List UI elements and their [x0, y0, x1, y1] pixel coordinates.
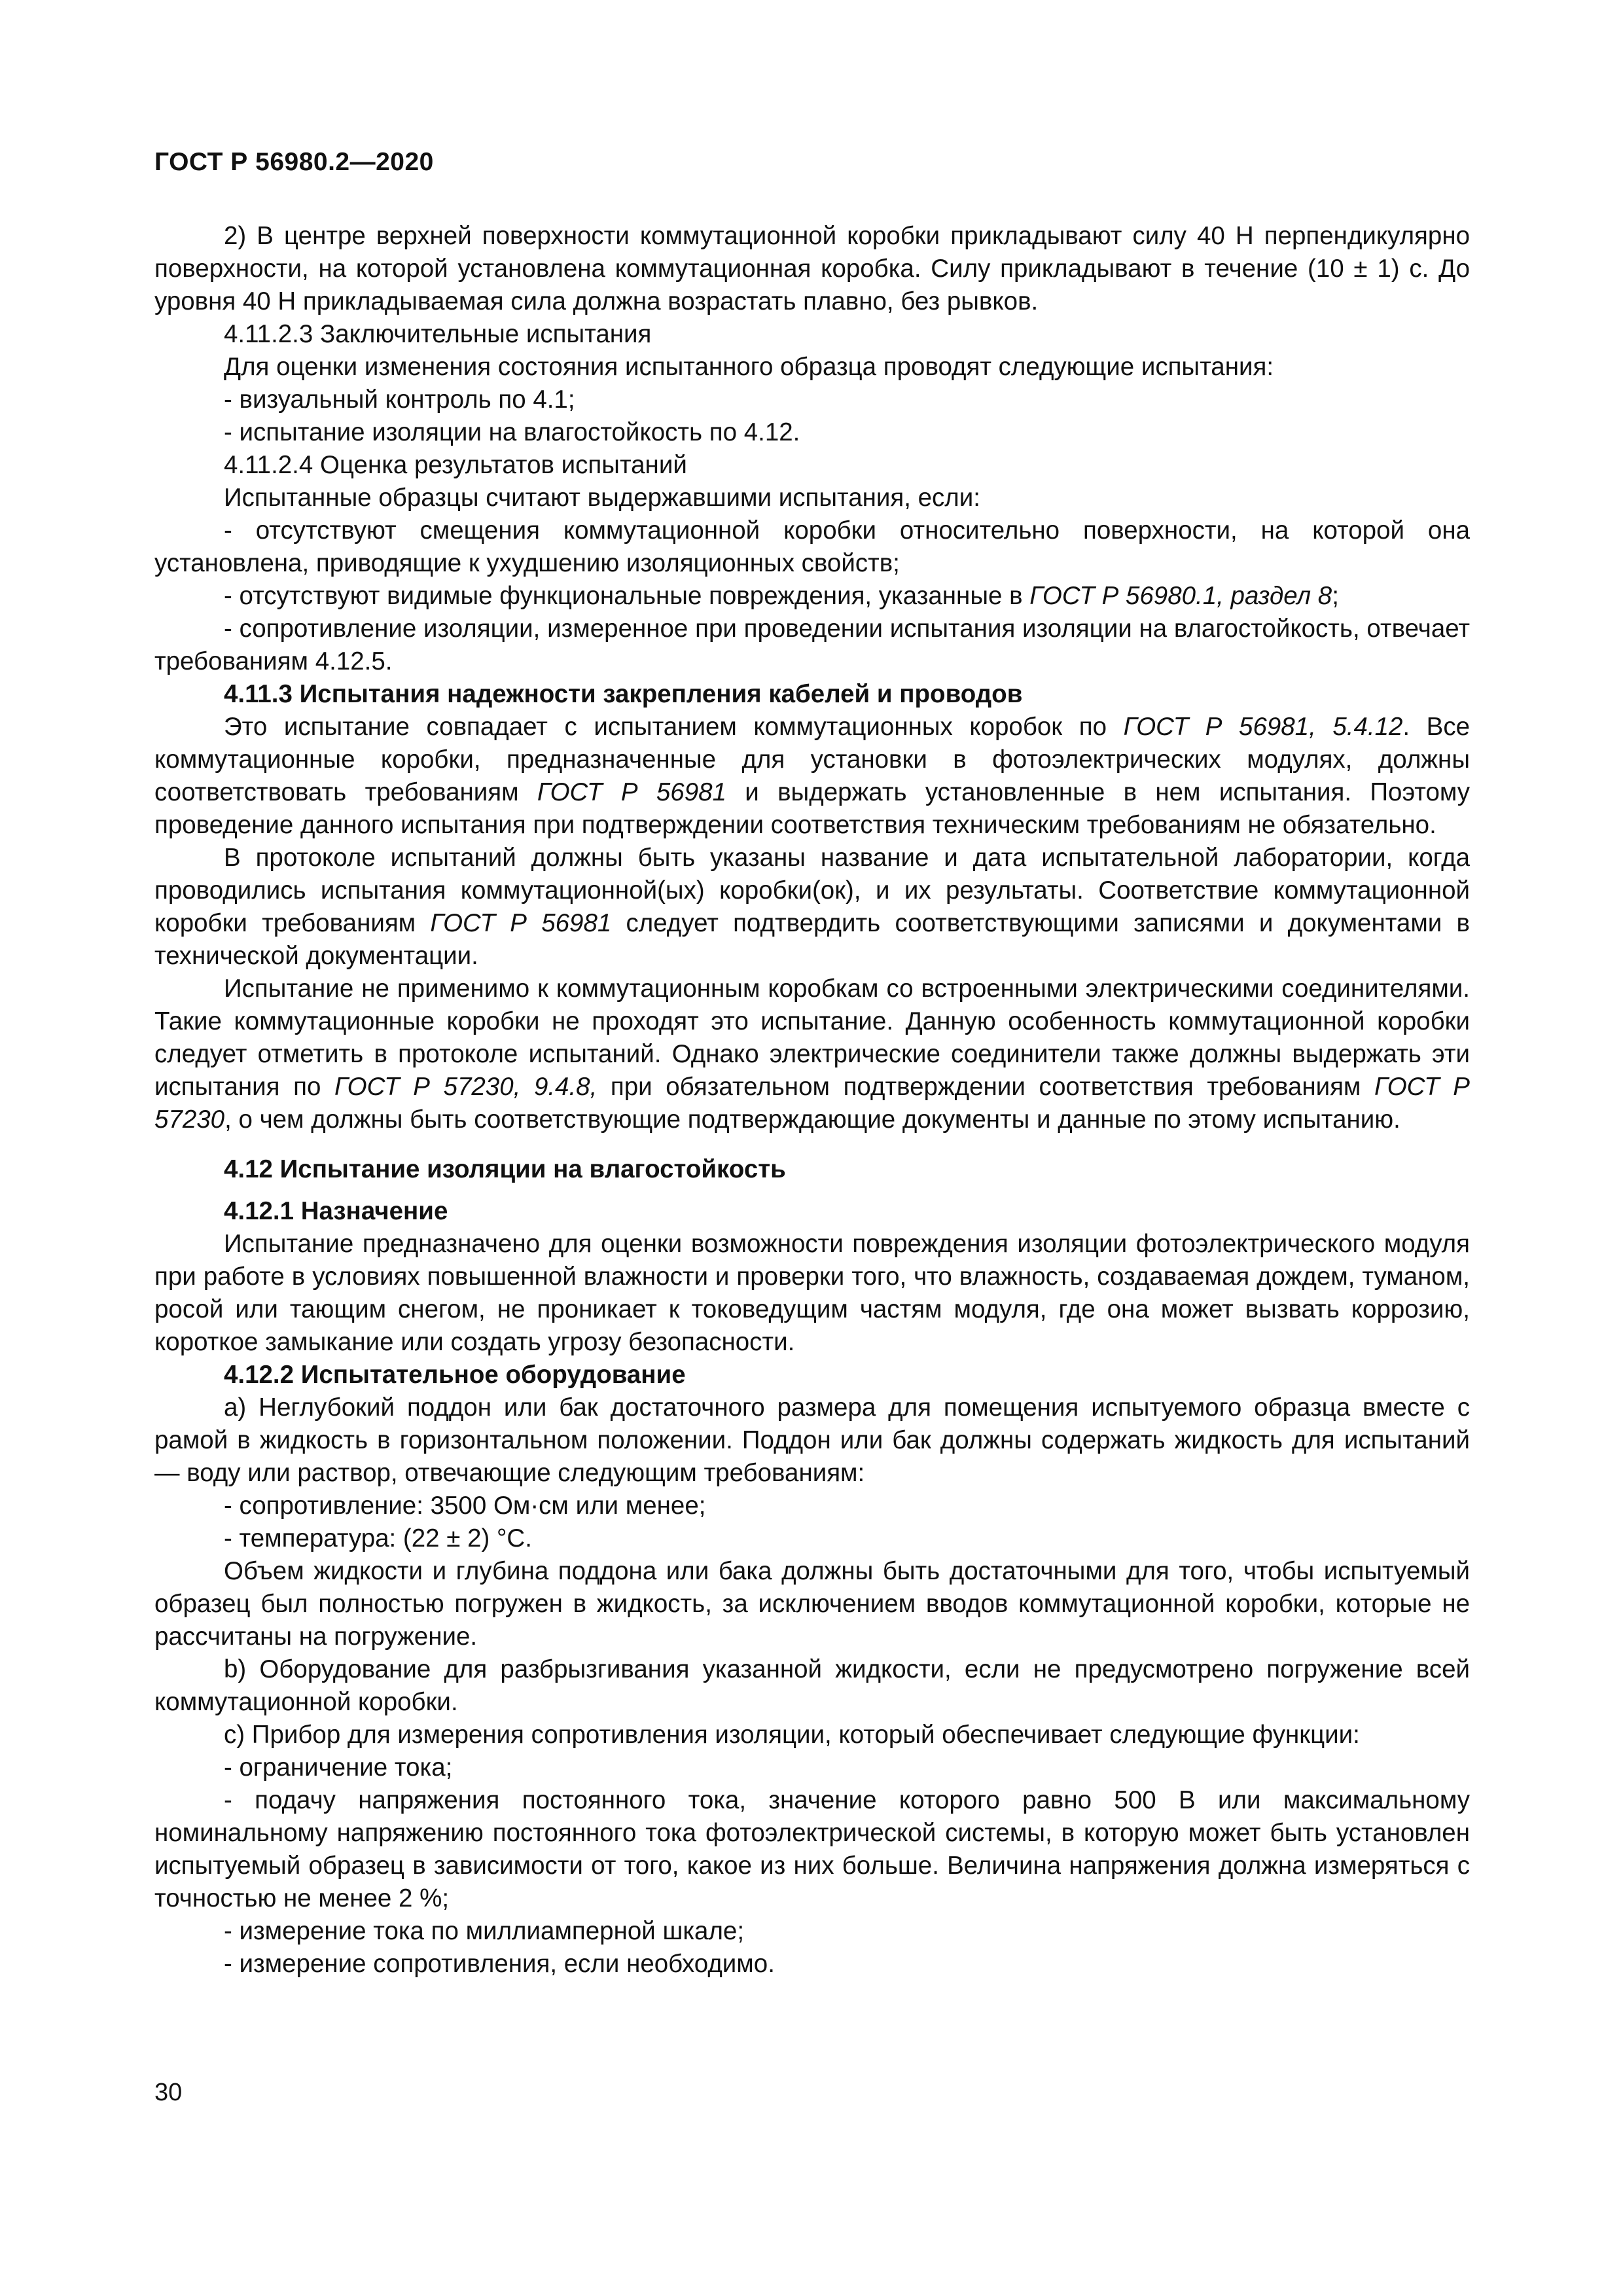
standard-reference: ГОСТ Р 56981: [430, 909, 612, 937]
paragraph: В протоколе испытаний должны быть указаны название и дата испытательной лаборатории, когда проводились испытания коммутационной(ых) коробки(ок), и их результаты. Соответствие коммутационной коробки требованиям ГОСТ Р 56981 следует подтвердить соответствующими записями и документами в технической документации.: [154, 844, 1470, 970]
section-heading-4-12: 4.12 Испытание изоляции на влагостойкость: [224, 1155, 786, 1183]
paragraph: Испытание не применимо к коммутационным коробкам со встроенными электрическими соединителями. Такие коммутационные коробки не проходят это испытание. Данную особенность коммутационной коробки следует отметить в протоколе испытаний. Однако электрические соединители также должны выдержать эти испытания по ГОСТ Р 57230, 9.4.8, при обязательном подтверждении соответствия требованиям ГОСТ Р 57230, о чем должны быть соответствующие подтверждающие документы и данные по этому испытанию.: [154, 975, 1470, 1134]
paragraph: c) Прибор для измерения сопротивления изоляции, который обеспечивает следующие функции:: [224, 1721, 1360, 1749]
list-item: - отсутствуют видимые функциональные повреждения, указанные в ГОСТ Р 56980.1, раздел 8;: [224, 582, 1339, 610]
standard-reference: ГОСТ Р 56981: [537, 778, 726, 806]
standard-reference: ГОСТ Р 56980.1, раздел 8: [1029, 582, 1332, 610]
paragraph: Объем жидкости и глубина поддона или бака должны быть достаточными для того, чтобы испытуемый образец был полностью погружен в жидкость, за исключением вводов коммутационной коробки, которые не рассчитаны на погружение.: [154, 1557, 1470, 1651]
list-item: - отсутствуют смещения коммутационной коробки относительно поверхности, на которой она установлена, приводящие к ухудшению изоляционных свойств;: [154, 516, 1470, 577]
list-item: - испытание изоляции на влагостойкость по 4.12.: [224, 418, 800, 446]
paragraph: 2) В центре верхней поверхности коммутационной коробки прикладывают силу 40 Н перпендикулярно поверхности, на которой установлена коммутационная коробка. Силу прикладывают в течение (10 ± 1) с. До уровня 40 Н прикладываемая сила должна возрастать плавно, без рывков.: [154, 222, 1470, 315]
standard-reference: ГОСТ Р 57230, 9.4.8,: [334, 1073, 597, 1101]
list-item: - измерение тока по миллиамперной шкале;: [224, 1917, 745, 1945]
paragraph: a) Неглубокий поддон или бак достаточного размера для помещения испытуемого образца вместе с рамой в жидкость в горизонтальном положении. Поддон или бак должны содержать жидкость для испытаний — воду или раствор, отвечающие следующим требованиям:: [154, 1393, 1470, 1487]
list-item: - измерение сопротивления, если необходимо.: [224, 1950, 775, 1978]
paragraph: Для оценки изменения состояния испытанного образца проводят следующие испытания:: [224, 353, 1274, 381]
list-item: - сопротивление: 3500 Ом·см или менее;: [224, 1492, 706, 1520]
list-item: - температура: (22 ± 2) °С.: [224, 1524, 532, 1552]
list-item: - визуальный контроль по 4.1;: [224, 386, 575, 414]
paragraph: Испытанные образцы считают выдержавшими испытания, если:: [224, 484, 980, 512]
paragraph: b) Оборудование для разбрызгивания указанной жидкости, если не предусмотрено погружение всей коммутационной коробки.: [154, 1655, 1470, 1716]
list-item: - сопротивление изоляции, измеренное при проведении испытания изоляции на влагостойкость, отвечает требованиям 4.12.5.: [154, 615, 1470, 675]
clause-heading: 4.11.2.4 Оценка результатов испытаний: [224, 451, 687, 479]
standard-reference: ГОСТ Р 56981, 5.4.12: [1123, 713, 1403, 741]
paragraph: Это испытание совпадает с испытанием коммутационных коробок по ГОСТ Р 56981, 5.4.12. Все коммутационные коробки, предназначенные для установки в фотоэлектрических модулях, должны соответствовать требованиям ГОСТ Р 56981 и выдержать установленные в нем испытания. Поэтому проведение данного испытания при подтверждении соответствия техническим требованиям не обязательно.: [154, 713, 1471, 839]
section-heading-4-12-2: 4.12.2 Испытательное оборудование: [224, 1361, 686, 1389]
document-body: [154, 220, 1470, 1981]
page-number: 30: [154, 2079, 183, 2106]
document-header: ГОСТ Р 56980.2—2020: [154, 148, 434, 176]
section-heading-4-12-1: 4.12.1 Назначение: [224, 1197, 448, 1225]
standard-reference: ГОСТ Р 57230: [154, 1073, 1470, 1134]
paragraph: Испытание предназначено для оценки возможности повреждения изоляции фотоэлектрического модуля при работе в условиях повышенной влажности и проверки того, что влажность, создаваемая дождем, туманом, росой или тающим снегом, не проникает к токоведущим частям модуля, где она может вызвать коррозию, короткое замыкание или создать угрозу безопасности.: [154, 1230, 1470, 1356]
clause-heading: 4.11.2.3 Заключительные испытания: [224, 320, 652, 348]
section-heading-4-11-3: 4.11.3 Испытания надежности закрепления кабелей и проводов: [224, 680, 1023, 708]
list-item: - ограничение тока;: [224, 1753, 453, 1782]
list-item: - подачу напряжения постоянного тока, значение которого равно 500 В или максимальному номинальному напряжению постоянного тока фотоэлектрической системы, в которую может быть установлен испытуемый образец в зависимости от того, какое из них больше. Величина напряжения должна измеряться с точностью не менее 2 %;: [154, 1786, 1470, 1912]
